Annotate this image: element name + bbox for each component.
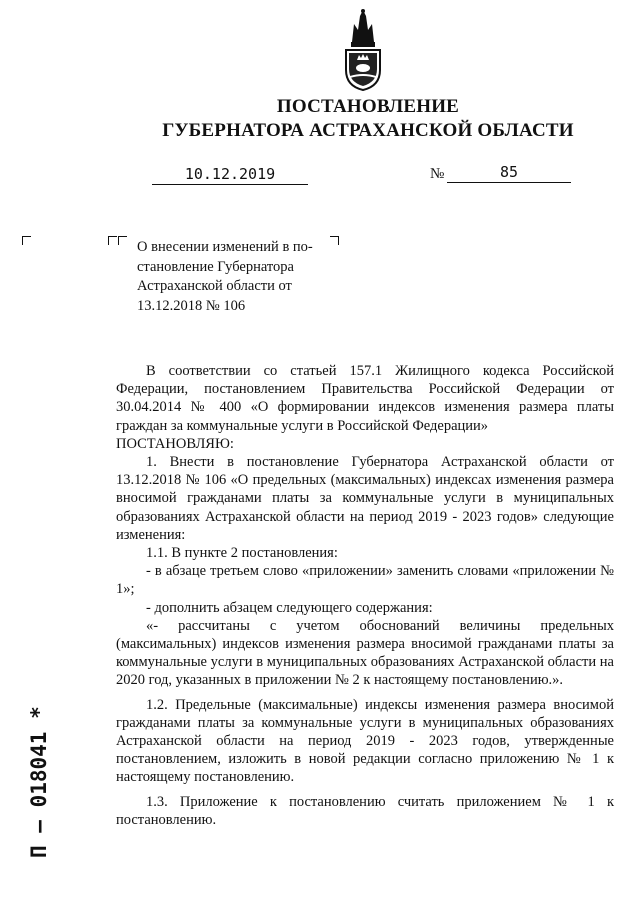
serial-number: П – 018041 * bbox=[27, 706, 51, 858]
body-paragraph: В соответствии со статьей 157.1 Жилищного кодекса Российской Федерации, постановлением Правительства Российской Федерации от 30.04.2014 № 400 «О формировании индексов изменения размера платы граждан за коммунальные услуги в Российской Федерации» bbox=[116, 363, 614, 434]
coat-of-arms-emblem bbox=[340, 8, 386, 92]
document-title-line1: ПОСТАНОВЛЕНИЕ bbox=[276, 96, 460, 117]
serial-stamp bbox=[20, 690, 50, 860]
body-paragraph: «- рассчитаны с учетом обоснований величины предельных (максимальных) индексов изменения размера вносимой гражданами платы за коммунальные услуги в муниципальных образованиях Астраханской области на 2020 год, указанных в приложении № 2 к настоящему постановлению.». bbox=[116, 617, 614, 689]
subject-line: 13.12.2018 № 106 bbox=[137, 297, 246, 314]
document-subject bbox=[137, 238, 329, 316]
subject-line: О внесении изменений в по- bbox=[137, 239, 313, 255]
subject-line: становление Губернатора bbox=[137, 258, 294, 275]
body-paragraph: - в абзаце третьем слово «приложении» заменить словами «приложении № 1»; bbox=[116, 563, 614, 598]
document-title-line2: ГУБЕРНАТОРА АСТРАХАНСКОЙ ОБЛАСТИ bbox=[162, 120, 574, 141]
document-date: 10.12.2019 bbox=[152, 164, 308, 185]
margin-corner-mark bbox=[22, 236, 31, 245]
body-paragraph: 1.1. В пункте 2 постановления: bbox=[146, 545, 338, 562]
document-body bbox=[116, 362, 614, 829]
body-paragraph: 1.3. Приложение к постановлению считать приложением № 1 к постановлению. bbox=[116, 793, 614, 828]
subject-line: Астраханской области от bbox=[137, 278, 292, 294]
margin-corner-mark bbox=[330, 236, 339, 245]
margin-corner-mark bbox=[118, 236, 127, 245]
body-paragraph: - дополнить абзацем следующего содержания: bbox=[146, 599, 433, 616]
body-paragraph: 1.2. Предельные (максимальные) индексы изменения размера вносимой гражданами платы за коммунальные услуги в муниципальных образованиях Астраханской области на период 2019 - 2023 годов, утвержденные постановлением, изложить в новой редакции согласно приложению № 1 к настоящему постановлению. bbox=[116, 696, 614, 786]
margin-corner-mark bbox=[108, 236, 117, 245]
document-number: 85 bbox=[447, 162, 571, 183]
body-paragraph: 1. Внести в постановление Губернатора Астраханской области от 13.12.2018 № 106 «О предельных (максимальных) индексах изменения размера вносимой гражданами платы за коммунальные услуги в муниципальных образованиях Астраханской области на период 2019 - 2023 годов» следующие изменения: bbox=[116, 454, 614, 543]
number-label: № bbox=[430, 166, 445, 182]
decree-keyword: ПОСТАНОВЛЯЮ: bbox=[116, 435, 234, 452]
